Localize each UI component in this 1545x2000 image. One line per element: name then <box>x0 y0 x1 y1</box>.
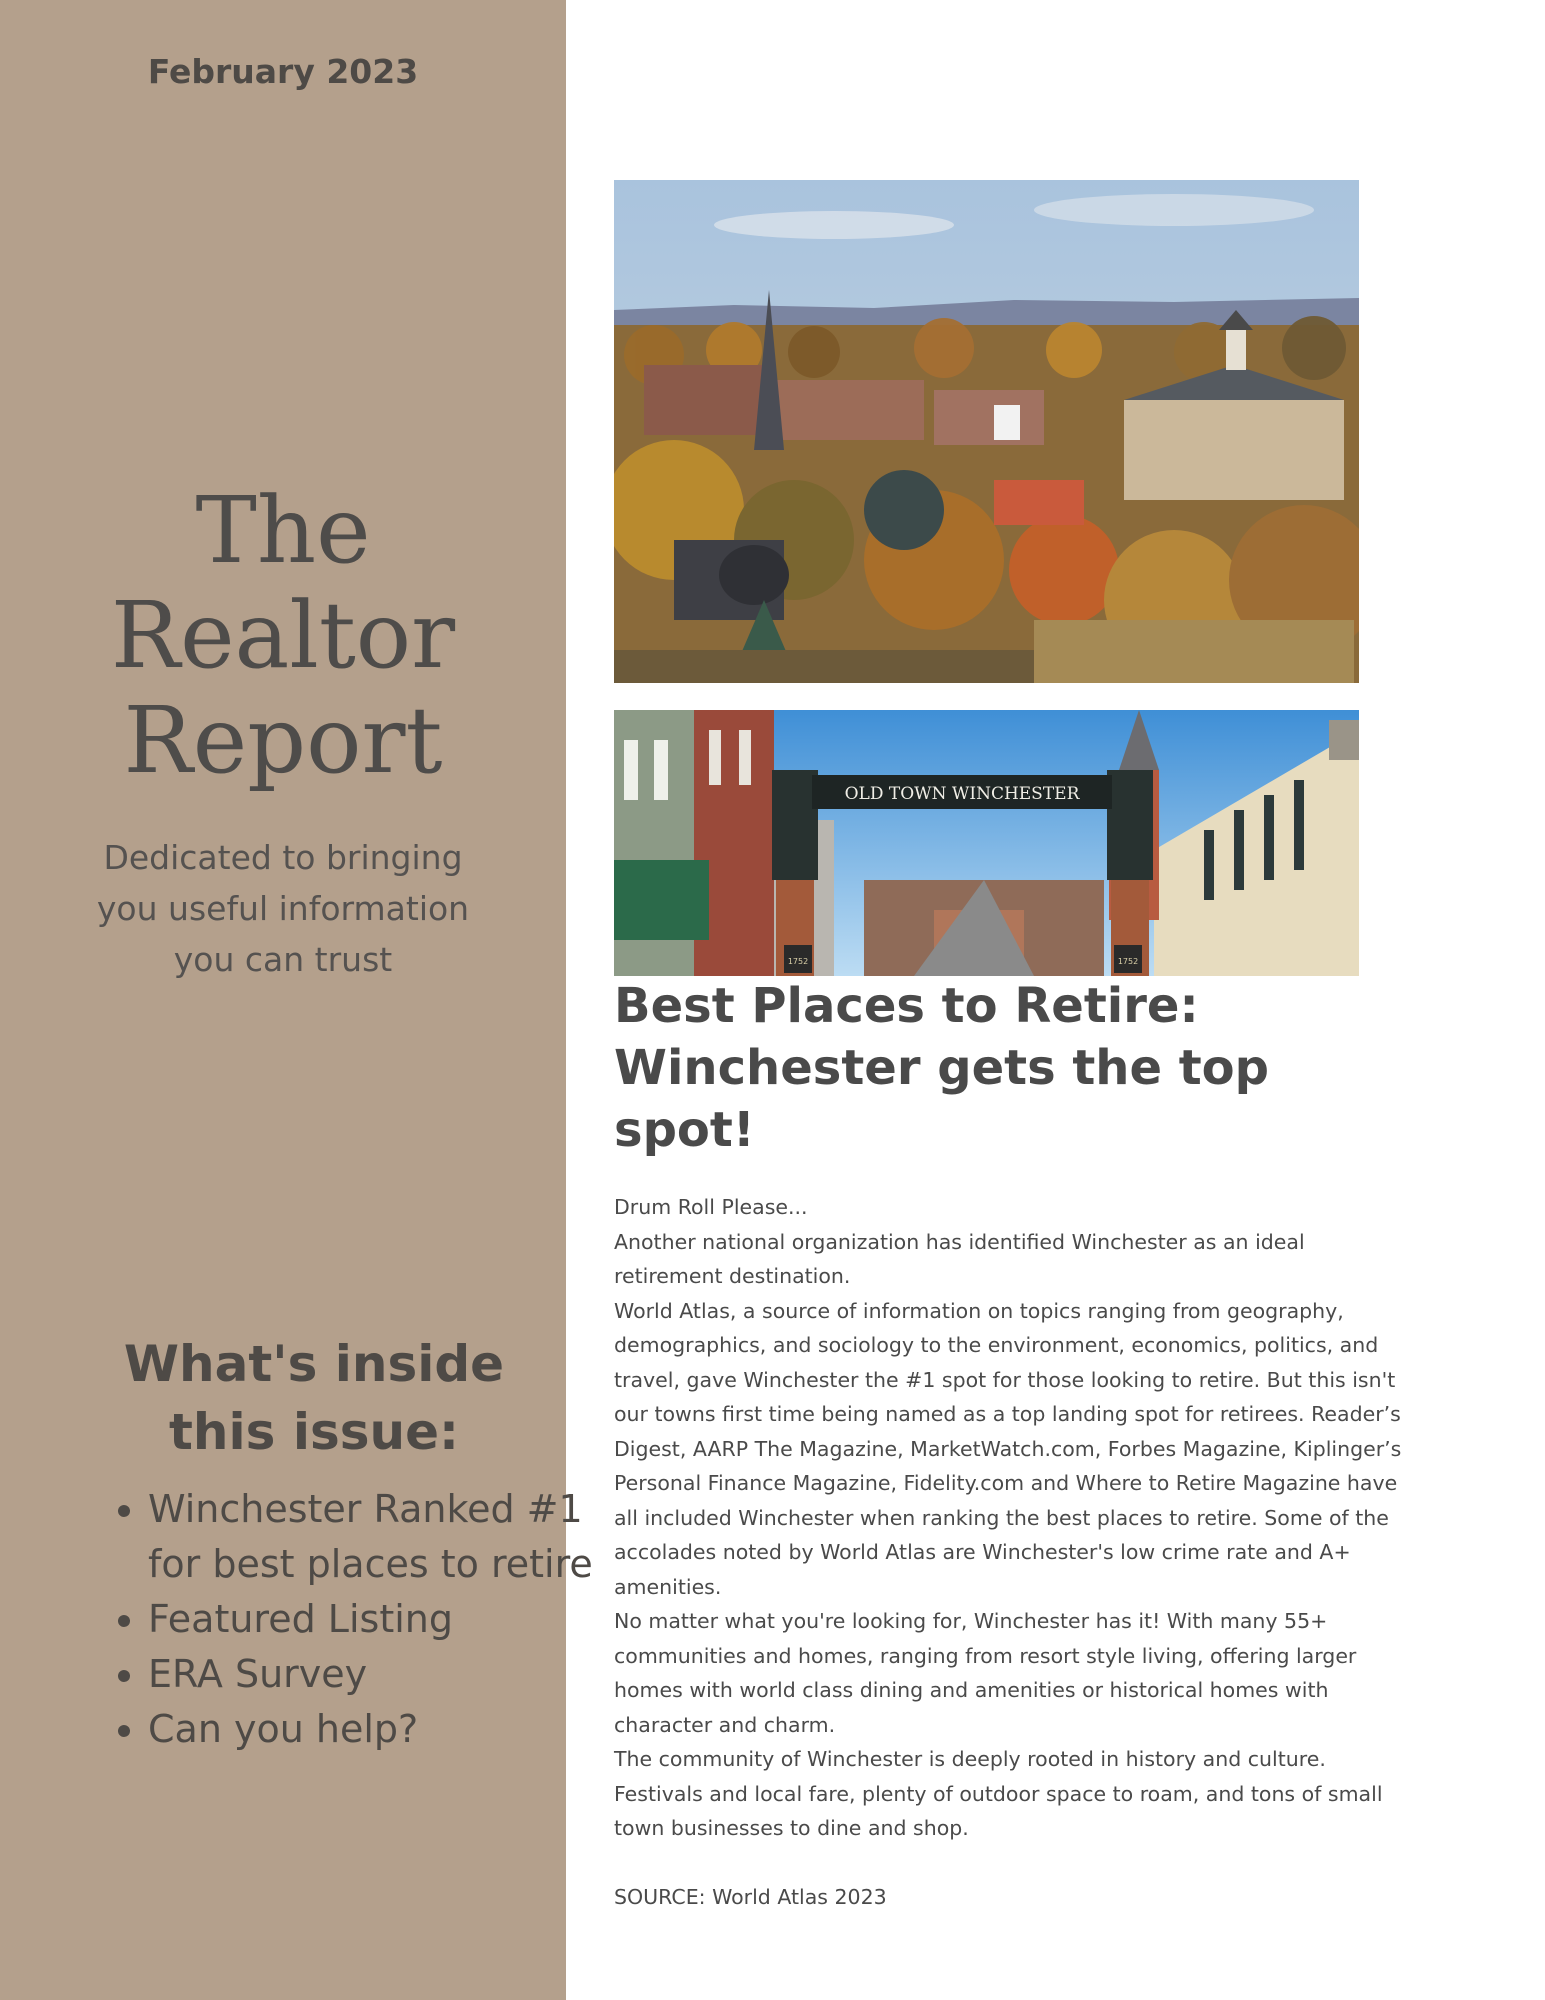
article-paragraph: The community of Winchester is deeply rooted in history and culture. Festivals and local fare, plenty of outdoor space to roam, and tons of small town businesses to dine and shop. <box>614 1747 1383 1840</box>
inside-list <box>106 1482 598 1757</box>
newsletter-title <box>0 478 566 793</box>
town-aerial-photo <box>614 180 1359 683</box>
title-line: Realtor <box>110 582 456 689</box>
inside-heading: What's inside this issue: <box>123 1335 505 1461</box>
article-source: SOURCE: World Atlas 2023 <box>614 1885 887 1909</box>
pillar-year-right: 1752 <box>1117 957 1139 966</box>
article-body <box>614 1190 1404 1915</box>
issue-date: February 2023 <box>147 52 419 91</box>
article-paragraph: World Atlas, a source of information on topics ranging from geography, demographics, and sociology to the environment, economics, politics, and travel, gave Winchester the #1 spot for those looking to retire. But this isn't our towns first time being named as a top landing spot for retirees. Reader’s Digest, AARP The Magazine, MarketWatch.com, Forbes Magazine, Kiplinger’s Personal Finance Magazine, Fidelity.com and Where to Retire Magazine have all included Winchester when ranking the best places to retire. Some of the accolades noted by World Atlas are Winchester's low crime rate and A+ amenities. <box>614 1298 1402 1599</box>
list-item: • Featured Listing <box>148 1592 598 1647</box>
title-line: The <box>195 477 371 584</box>
list-item: • Winchester Ranked #1 for best places to retire <box>148 1482 598 1592</box>
article-paragraph: No matter what you're looking for, Winchester has it! With many 55+ communities and homes, ranging from resort style living, offering larger homes with world class dining and amenities or historical homes with character and charm. <box>614 1609 1357 1737</box>
tagline: Dedicated to bringing you useful information you can trust <box>96 838 470 979</box>
article-paragraph: Another national organization has identified Winchester as an ideal retirement destination. <box>614 1229 1305 1288</box>
article-paragraph: Drum Roll Please... <box>614 1195 808 1219</box>
list-item: • Can you help? <box>148 1702 598 1757</box>
article-headline: Best Places to Retire: Winchester gets the top spot! <box>614 978 1270 1158</box>
pillar-year-left: 1752 <box>787 957 809 966</box>
arch-sign-text: OLD TOWN WINCHESTER <box>844 784 1080 804</box>
list-item: • ERA Survey <box>148 1647 598 1702</box>
title-line: Report <box>123 687 443 794</box>
old-town-street-photo <box>614 710 1359 976</box>
sidebar <box>0 0 593 2000</box>
